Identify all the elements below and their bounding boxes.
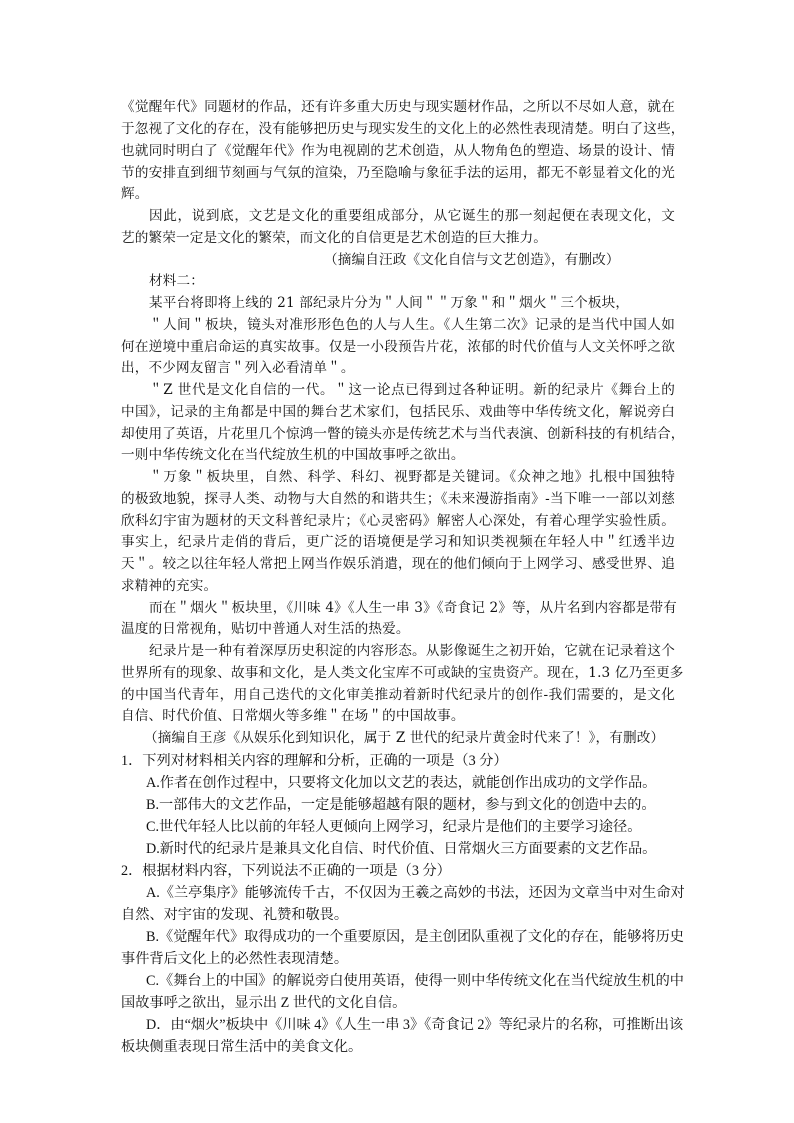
material1-line: 《觉醒年代》同题材的作品，还有许多重大历史与现实题材作品，之所以不尽如人意，就在	[121, 99, 675, 115]
question-2-option-a: A.《兰亭集序》能够流传千古，不仅因为王羲之高妙的书法，还因为文章当中对生命对	[146, 885, 685, 901]
material1-line: 辉。	[121, 186, 149, 202]
material2-line: 中国》，记录的主角都是中国的舞台艺术家们，包括民乐、戏曲等中华传统文化，解说旁白	[121, 404, 675, 420]
question-1-option-b: B.一部伟大的文艺作品，一定是能够超越有限的题材，参与到文化的创造中去的。	[146, 797, 656, 813]
question-2-option-c: C.《舞台上的中国》的解说旁白使用英语，使得一则中华传统文化在当代绽放生机的中	[146, 973, 684, 989]
material2-line: 天＂。较之以往年轻人常把上网当作娱乐消遣，现在的他们倾向于上网学习、感受世界、追	[121, 556, 675, 572]
material2-line: 某平台将即将上线的 21 部纪录片分为＂人间＂＂万象＂和＂烟火＂三个板块，	[149, 295, 630, 311]
material2-line: 自信、时代价值、日常烟火等多维＂在场＂的中国故事。	[121, 708, 465, 724]
material1-line: 因此，说到底，文艺是文化的重要组成部分，从它诞生的那一刻起便在表现文化，文	[149, 208, 675, 224]
question-1-option-d: D.新时代的纪录片是兼具文化自信、时代价值、日常烟火三方面要素的文艺作品。	[146, 841, 657, 857]
material2-line: 的中国当代青年，用自己迭代的文化审美推动着新时代纪录片的创作-我们需要的，是文化	[121, 687, 675, 703]
material2-line: ＂人间＂板块，镜头对准形形色色的人与人生。《人生第二次》记录的是当代中国人如	[149, 317, 675, 333]
material2-line: 事实上，纪录片走俏的背后，更广泛的语境便是学习和知识类视频在年轻人中＂红透半边	[121, 534, 675, 550]
source-citation-2: （摘编自王彦《从娱乐化到知识化，属于 Z 世代的纪录片黄金时代来了！》，有删改）	[144, 730, 665, 746]
material2-line: 却使用了英语，片花里几个惊鸿一瞥的镜头亦是传统艺术与当代表演、创新科技的有机结合，	[121, 426, 685, 442]
material2-line: 出，不少网友留言＂列入必看清单＂。	[121, 360, 355, 376]
material1-line: 于忽视了文化的存在，没有能够把历史与现实发生的文化上的必然性表现清楚。明白了这些，	[121, 121, 685, 137]
material2-line: 温度的日常视角，贴切中普通人对生活的热爱。	[121, 621, 410, 637]
material2-line: ＂Z 世代是文化自信的一代。＂这一论点已得到过各种证明。新的纪录片《舞台上的	[149, 382, 675, 398]
material1-line: 艺的繁荣一定是文化的繁荣，而文化的自信更是艺术创造的巨大推力。	[121, 230, 548, 246]
source-citation-1: （摘编自汪政《文化自信与文艺创造》，有删改）	[324, 252, 620, 268]
material2-line: 欣科幻宇宙为题材的天文科普纪录片；《心灵密码》解密人心深处，有着心理学实验性质。	[121, 513, 675, 529]
material2-line: ＂万象＂板块里，自然、科学、科幻、视野都是关键词。《众神之地》扎根中国独特	[149, 469, 675, 485]
material2-line: 何在逆境中重启命运的真实故事。仅是一小段预告片花，浓郁的时代价值与人文关怀呼之欲	[121, 339, 675, 355]
question-2-option-a-cont: 自然、对宇宙的发现、礼赞和敬畏。	[121, 907, 349, 923]
question-2-stem: 2．根据材料内容，下列说法不正确的一项是（3 分）	[121, 863, 451, 879]
material2-line: 世界所有的现象、故事和文化，是人类文化宝库不可或缺的宝贵资产。现在，1.3 亿乃至更多	[121, 665, 684, 681]
question-2-option-d: D．由“烟火”板块中《川味 4》《人生一串 3》《奇食记 2》等纪录片的名称，可推断出该	[146, 1017, 684, 1033]
material2-heading: 材料二：	[149, 273, 204, 289]
question-2-option-b: B.《觉醒年代》取得成功的一个重要原因，是主创团队重视了文化的存在，能够将历史	[146, 929, 684, 945]
question-2-option-b-cont: 事件背后文化上的必然性表现清楚。	[121, 951, 349, 967]
question-1-stem: 1．下列对材料相关内容的理解和分析，正确的一项是（3 分）	[121, 753, 508, 769]
material2-line: 求精神的充实。	[121, 578, 218, 594]
question-1-option-a: A.作者在创作过程中，只要将文化加以文艺的表达，就能创作出成功的文学作品。	[146, 775, 657, 791]
question-2-option-c-cont: 国故事呼之欲出，显示出 Z 世代的文化自信。	[121, 995, 407, 1011]
question-1-option-c: C.世代年轻人比以前的年轻人更倾向上网学习，纪录片是他们的主要学习途径。	[146, 819, 642, 835]
material2-line: 的极致地貌，探寻人类、动物与大自然的和谐共生；《未来漫游指南》-当下唯一一部以刘慈	[121, 491, 675, 507]
material1-line: 节的安排直到细节刻画与气氛的渲染，乃至隐喻与象征手法的运用，都无不彰显着文化的光	[121, 165, 675, 181]
material1-line: 也就同时明白了《觉醒年代》作为电视剧的艺术创造，从人物角色的塑造、场景的设计、情	[121, 143, 675, 159]
question-2-option-d-cont: 板块侧重表现日常生活中的美食文化。	[121, 1039, 363, 1055]
material2-line: 而在＂烟火＂板块里，《川味 4》《人生一串 3》《奇食记 2》等，从片名到内容都是带有	[149, 600, 677, 616]
material2-line: 纪录片是一种有着深厚历史积淀的内容形态。从影像诞生之初开始，它就在记录着这个	[149, 643, 675, 659]
material2-line: 一则中华传统文化在当代绽放生机的中国故事呼之欲出。	[121, 447, 465, 463]
